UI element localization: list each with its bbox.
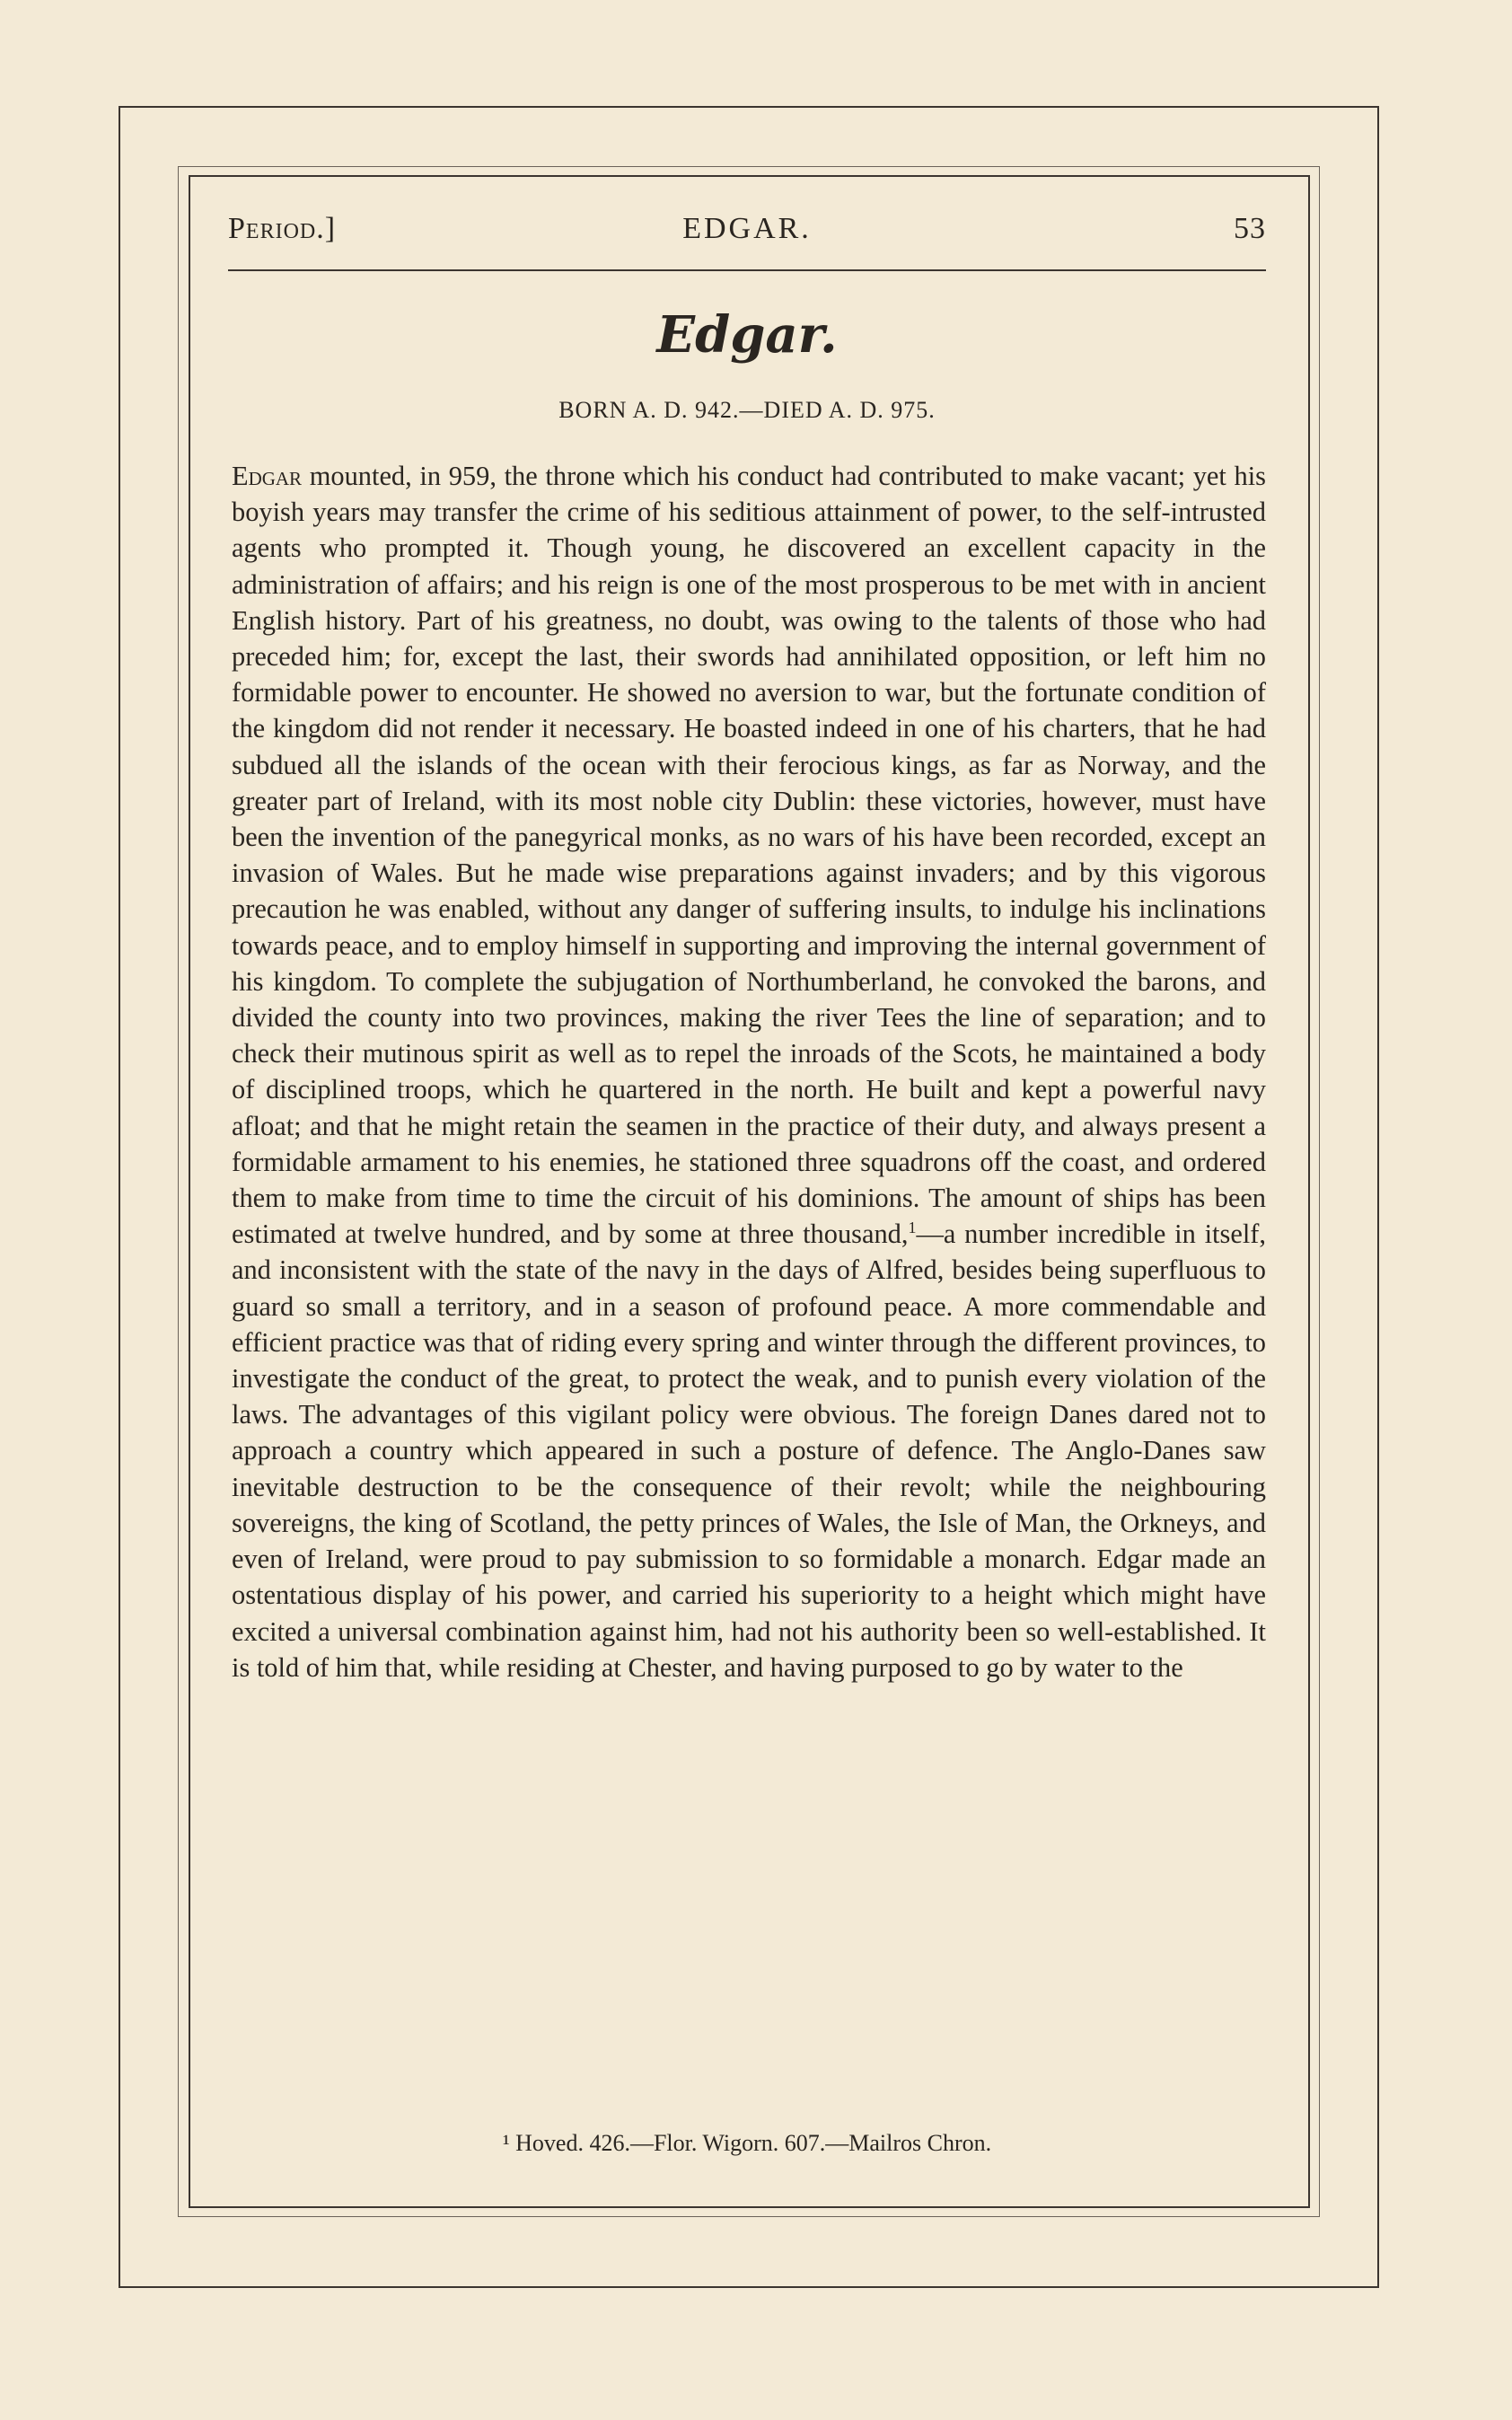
footnote: ¹ Hoved. 426.—Flor. Wigorn. 607.—Mailros Chron. <box>502 2130 992 2156</box>
page-number: 53 <box>1234 212 1266 245</box>
chapter-subtitle: BORN A. D. 942.—DIED A. D. 975. <box>558 397 936 423</box>
header-rule <box>228 269 1266 271</box>
body-paragraph <box>232 458 1266 1685</box>
chapter-title: Edgar. <box>656 305 838 365</box>
body-text-part2: —a number incredible in itself, and inconsistent with the state of the navy in the days of Alfred, besides being superfluous to guard so small a territory, and in a season of profound peace. A more commendable and efficient practice was that of riding every spring and winter through the different provinces, to investigate the conduct of the great, to protect the weak, and to punish every violation of the laws. The advantages of this vigilant policy were obvious. The foreign Danes dared not to approach a country which appeared in such a posture of defence. The Anglo-Danes saw inevitable destruction to be the consequence of their revolt; while the neighbouring sovereigns, the king of Scotland, the petty princes of Wales, the Isle of Man, the Orkneys, and even of Ireland, were proud to pay submission to so formidable a monarch. Edgar made an ostentatious display of his power, and carried his superiority to a height which might have excited a universal combination against him, had not his authority been so well-established. It is told of him that, while residing at Chester, and having purposed to go by water to the <box>232 1219 1266 1683</box>
body-text-part1: mounted, in 959, the throne which his conduct had contributed to make vacant; yet his boyish years may transfer the crime of his seditious attainment of power, to the self-intrusted agents who prompted it. Though young, he discovered an excellent capacity in the administration of affairs; and his reign is one of the most prosperous to be met with in ancient English history. Part of his greatness, no doubt, was owing to the talents of those who had preceded him; for, except the last, their swords had annihilated opposition, or left him no formidable power to encounter. He showed no aversion to war, but the fortunate condition of the kingdom did not render it necessary. He boasted indeed in one of his charters, that he had subdued all the islands of the ocean with their ferocious kings, as far as Norway, and the greater part of Ireland, with its most noble city Dublin: these victories, however, must have been the invention of the panegyrical monks, as no wars of his have been recorded, except an invasion of Wales. But he made wise preparations against invaders; and by this vigorous precaution he was enabled, without any danger of suffering insults, to indulge his inclinations towards peace, and to employ himself in supporting and improving the internal government of his kingdom. To complete the subjugation of Northumberland, he convoked the barons, and divided the county into two provinces, making the river Tees the line of separation; and to check their mutinous spirit as well as to repel the inroads of the Scots, he maintained a body of disciplined troops, which he quartered in the north. He built and kept a powerful navy afloat; and that he might retain the seamen in the practice of their duty, and always present a formidable armament to his enemies, he stationed three squadrons off the coast, and ordered them to make from time to time the circuit of his dominions. The amount of ships has been estimated at twelve hundred, and by some at three thousand, <box>232 461 1266 1250</box>
running-header <box>228 212 1266 251</box>
body-first-word: Edgar <box>232 461 303 491</box>
header-title: EDGAR. <box>682 212 812 245</box>
footnote-marker: 1 <box>908 1219 917 1237</box>
header-period: Period.] <box>228 212 337 245</box>
